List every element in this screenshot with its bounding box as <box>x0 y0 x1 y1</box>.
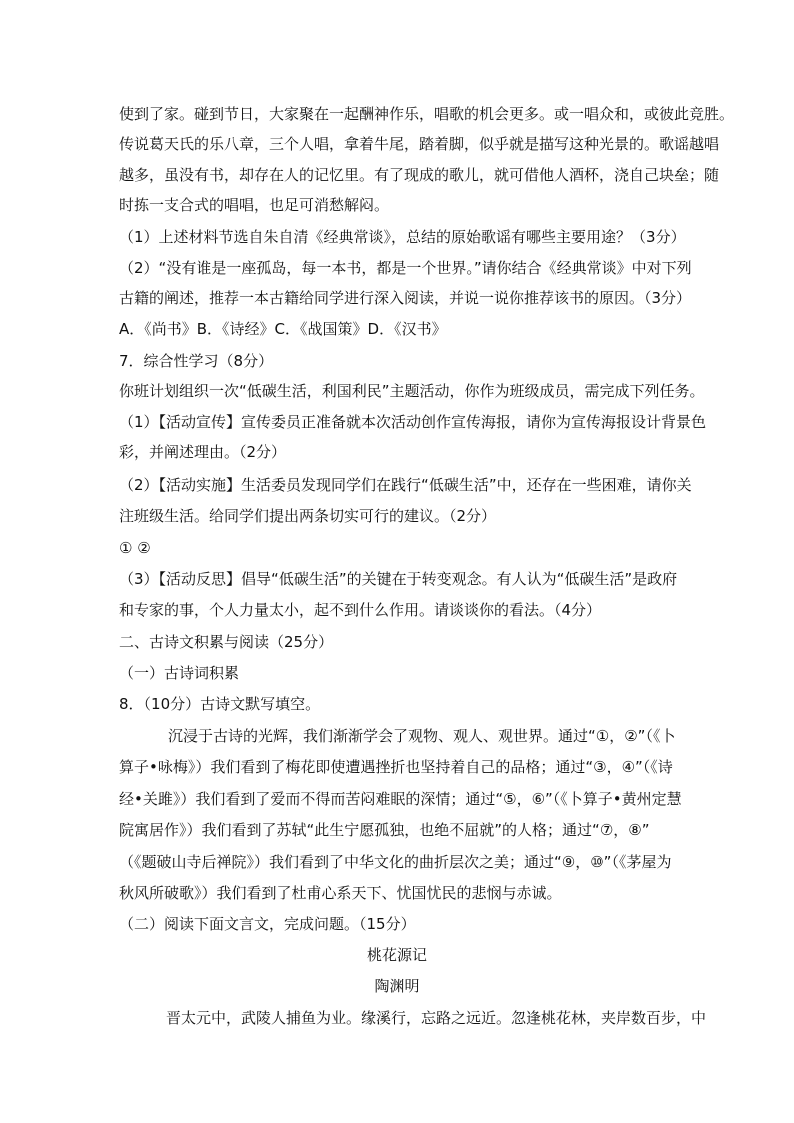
q7-subquestion-2: （2）【活动实施】生活委员发现同学们在践行“低碳生活”中，还存在一些困难，请你关 <box>119 476 692 494</box>
q7-title: 7．综合性学习（8分） <box>119 352 274 370</box>
q7-subquestion-3-cont: 和专家的事，个人力量太小，起不到什么作用。请谈谈你的看法。（4分） <box>119 601 602 619</box>
passage-line: 越多，虽没有书，却存在人的记忆里。有了现成的歌儿，就可借他人酒杯，浇自己块垒；随 <box>119 166 720 184</box>
essay-author: 陶渊明 <box>374 977 420 995</box>
passage-line: 时拣一支合式的唱唱，也足可消愁解闷。 <box>119 196 390 214</box>
q7-subquestion-1-cont: 彩，并阐述理由。（2分） <box>119 443 287 461</box>
passage-line: 传说葛天氏的乐八章，三个人唱，拿着牛尾，踏着脚，似乎就是描写这种光景的。歌谣越唱 <box>119 135 720 153</box>
q6-options: A．《尚书》B．《诗经》C．《战国策》D．《汉书》 <box>119 320 447 338</box>
q8-text-line: 院寓居作》）我们看到了苏轼“此生宁愿孤独，也绝不屈就”的人格；通过“⑦，⑧” <box>119 821 650 839</box>
q7-answer-blanks: ① ② <box>119 539 151 557</box>
q7-subquestion-1: （1）【活动宣传】宣传委员正准备就本次活动创作宣传海报，请你为宣传海报设计背景色 <box>119 413 707 431</box>
essay-first-line: 晋太元中，武陵人捕鱼为业。缘溪行，忘路之远近。忽逢桃花林，夹岸数百步，中 <box>166 1009 707 1027</box>
q8-text-line: 算子•咏梅》）我们看到了梅花即使遭遇挫折也坚持着自己的品格；通过“③，④”（《诗 <box>119 758 673 776</box>
q8-title: 8．（10分）古诗文默写填空。 <box>119 695 321 713</box>
q7-subquestion-3: （3）【活动反思】倡导“低碳生活”的关键在于转变观念。有人认为“低碳生活”是政府 <box>119 570 678 588</box>
q8-text-line: （《题破山寺后禅院》）我们看到了中华文化的曲折层次之美；通过“⑨，⑩”（《茅屋为 <box>119 853 672 871</box>
q8-text-line: 秋风所破歌》）我们看到了杜甫心系天下、忧国忧民的悲悯与赤诚。 <box>119 884 562 902</box>
q6-subquestion-2: （2）“没有谁是一座孤岛，每一本书，都是一个世界。”请你结合《经典常谈》中对下列 <box>119 259 692 277</box>
section-part-2-title: （二）阅读下面文言文，完成问题。（15分） <box>119 915 416 933</box>
q7-intro: 你班计划组织一次“低碳生活，利国利民”主题活动，你作为班级成员，需完成下列任务。 <box>119 382 705 400</box>
section-title: 二、古诗文积累与阅读（25分） <box>119 633 334 651</box>
q8-text-line: 沉浸于古诗的光辉，我们渐渐学会了观物、观人、观世界。通过“①，②”（《卜 <box>168 727 676 745</box>
q6-subquestion-1: （1）上述材料节选自朱自清《经典常谈》，总结的原始歌谣有哪些主要用途？（3分） <box>119 228 686 246</box>
passage-line: 使到了家。碰到节日，大家聚在一起酬神作乐，唱歌的机会更多。或一唱众和，或彼此竞胜。 <box>119 105 735 123</box>
section-part-1-title: （一）古诗词积累 <box>119 664 240 682</box>
q7-subquestion-2-cont: 注班级生活。给同学们提出两条切实可行的建议。（2分） <box>119 507 497 525</box>
essay-title: 桃花源记 <box>366 946 427 964</box>
q8-text-line: 经•关雎》）我们看到了爱而不得而苦闷难眠的深情；通过“⑤，⑥”（《卜算子•黄州定慧 <box>119 790 682 808</box>
q6-subquestion-2-cont: 古籍的阐述，推荐一本古籍给同学进行深入阅读，并说一说你推荐该书的原因。（3分） <box>119 289 692 307</box>
